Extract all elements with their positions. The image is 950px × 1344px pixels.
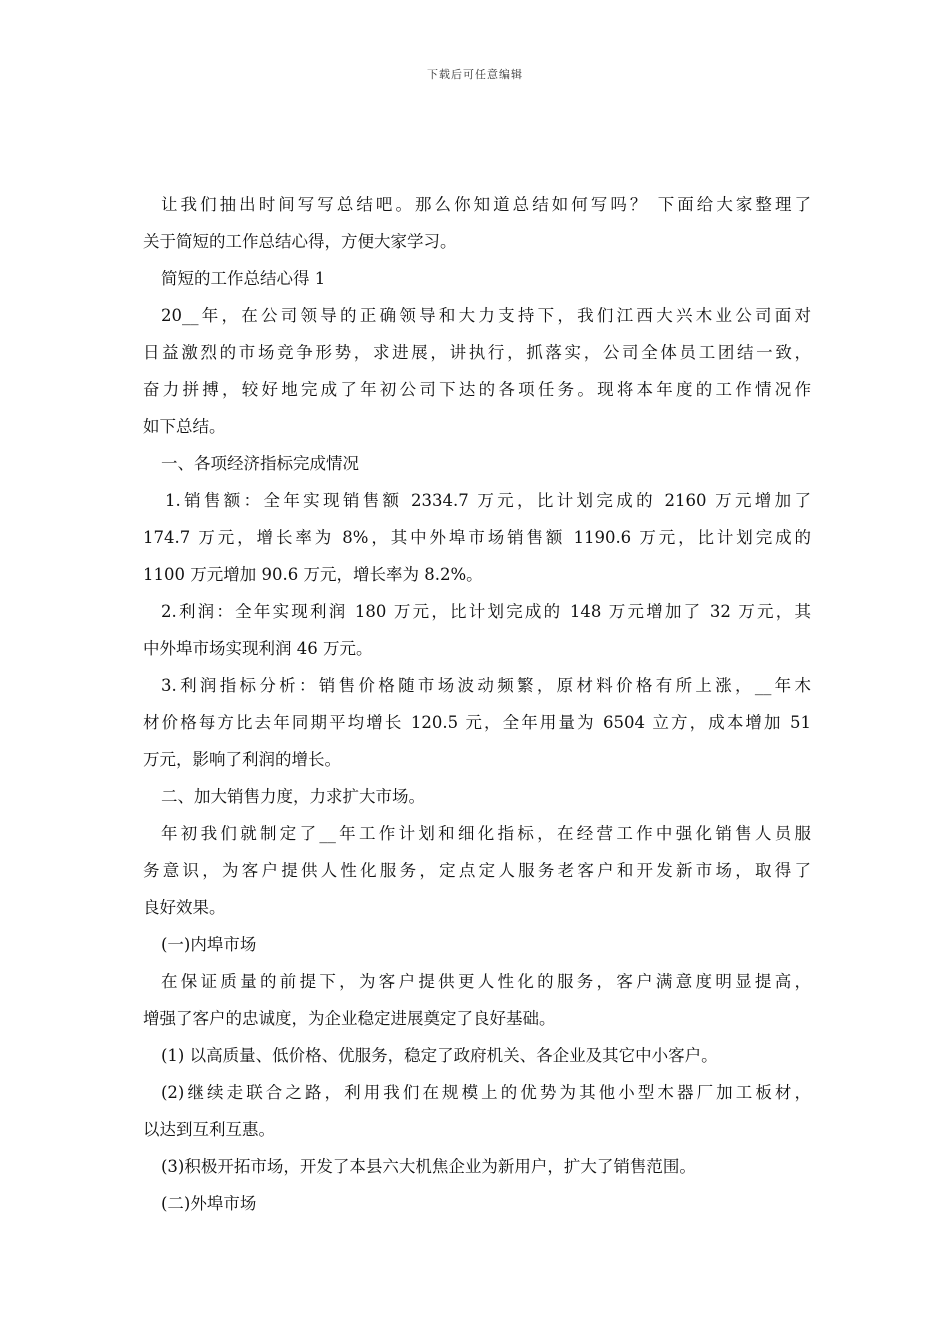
paragraph-line: 以达到互利互惠。 — [143, 1120, 275, 1139]
paragraph-line: (3)积极开拓市场，开发了本县六大机焦企业为新用户，扩大了销售范围。 — [161, 1157, 696, 1176]
paragraph-line: 如下总结。 — [143, 417, 226, 436]
paragraph-line: 一、各项经济指标完成情况 — [161, 454, 359, 473]
paragraph-line: 3.利润指标分析：销售价格随市场波动频繁，原材料价格有所上涨，__年木 — [161, 676, 811, 695]
paragraph-line: 1.销售额：全年实现销售额 2334.7 万元，比计划完成的 2160 万元增加了 — [165, 491, 811, 510]
paragraph-line: (一)内埠市场 — [161, 935, 257, 954]
paragraph-line: 增强了客户的忠诚度，为企业稳定进展奠定了良好基础。 — [143, 1009, 556, 1028]
paragraph-line: 二、加大销售力度，力求扩大市场。 — [161, 787, 425, 806]
paragraph-line: 万元，影响了利润的增长。 — [143, 750, 341, 769]
paragraph-line: 中外埠市场实现利润 46 万元。 — [143, 639, 373, 658]
paragraph-line: 让我们抽出时间写写总结吧。那么你知道总结如何写吗？ 下面给大家整理了 — [161, 195, 811, 214]
paragraph-line: 1100 万元增加 90.6 万元，增长率为 8.2%。 — [143, 565, 483, 584]
paragraph-line: (1) 以高质量、低价格、优服务，稳定了政府机关、各企业及其它中小客户。 — [161, 1046, 718, 1065]
paragraph-line: 日益激烈的市场竞争形势，求进展，讲执行，抓落实，公司全体员工团结一致， — [143, 343, 811, 362]
paragraph-line: 年初我们就制定了__年工作计划和细化指标，在经营工作中强化销售人员服 — [161, 824, 811, 843]
paragraph-line: 简短的工作总结心得 1 — [161, 269, 326, 288]
paragraph-line: 奋力拼搏，较好地完成了年初公司下达的各项任务。现将本年度的工作情况作 — [143, 380, 811, 399]
page-header-note: 下载后可任意编辑 — [427, 68, 523, 81]
document-body — [143, 186, 811, 1222]
paragraph-line: 良好效果。 — [143, 898, 226, 917]
paragraph-line: 关于简短的工作总结心得，方便大家学习。 — [143, 232, 457, 251]
paragraph-line: 务意识，为客户提供人性化服务，定点定人服务老客户和开发新市场，取得了 — [143, 861, 811, 880]
paragraph-line: (2)继续走联合之路，利用我们在规模上的优势为其他小型木器厂加工板材， — [161, 1083, 811, 1102]
paragraph-line: 材价格每方比去年同期平均增长 120.5 元，全年用量为 6504 立方，成本增加 51 — [143, 713, 811, 732]
paragraph-line: 20__年，在公司领导的正确领导和大力支持下，我们江西大兴木业公司面对 — [161, 306, 811, 325]
paragraph-line: 在保证质量的前提下，为客户提供更人性化的服务，客户满意度明显提高， — [161, 972, 811, 991]
paragraph-line: 2.利润：全年实现利润 180 万元，比计划完成的 148 万元增加了 32 万元，其 — [161, 602, 811, 621]
paragraph-line: (二)外埠市场 — [161, 1194, 257, 1213]
paragraph-line: 174.7 万元，增长率为 8%，其中外埠市场销售额 1190.6 万元，比计划完成的 — [143, 528, 811, 547]
